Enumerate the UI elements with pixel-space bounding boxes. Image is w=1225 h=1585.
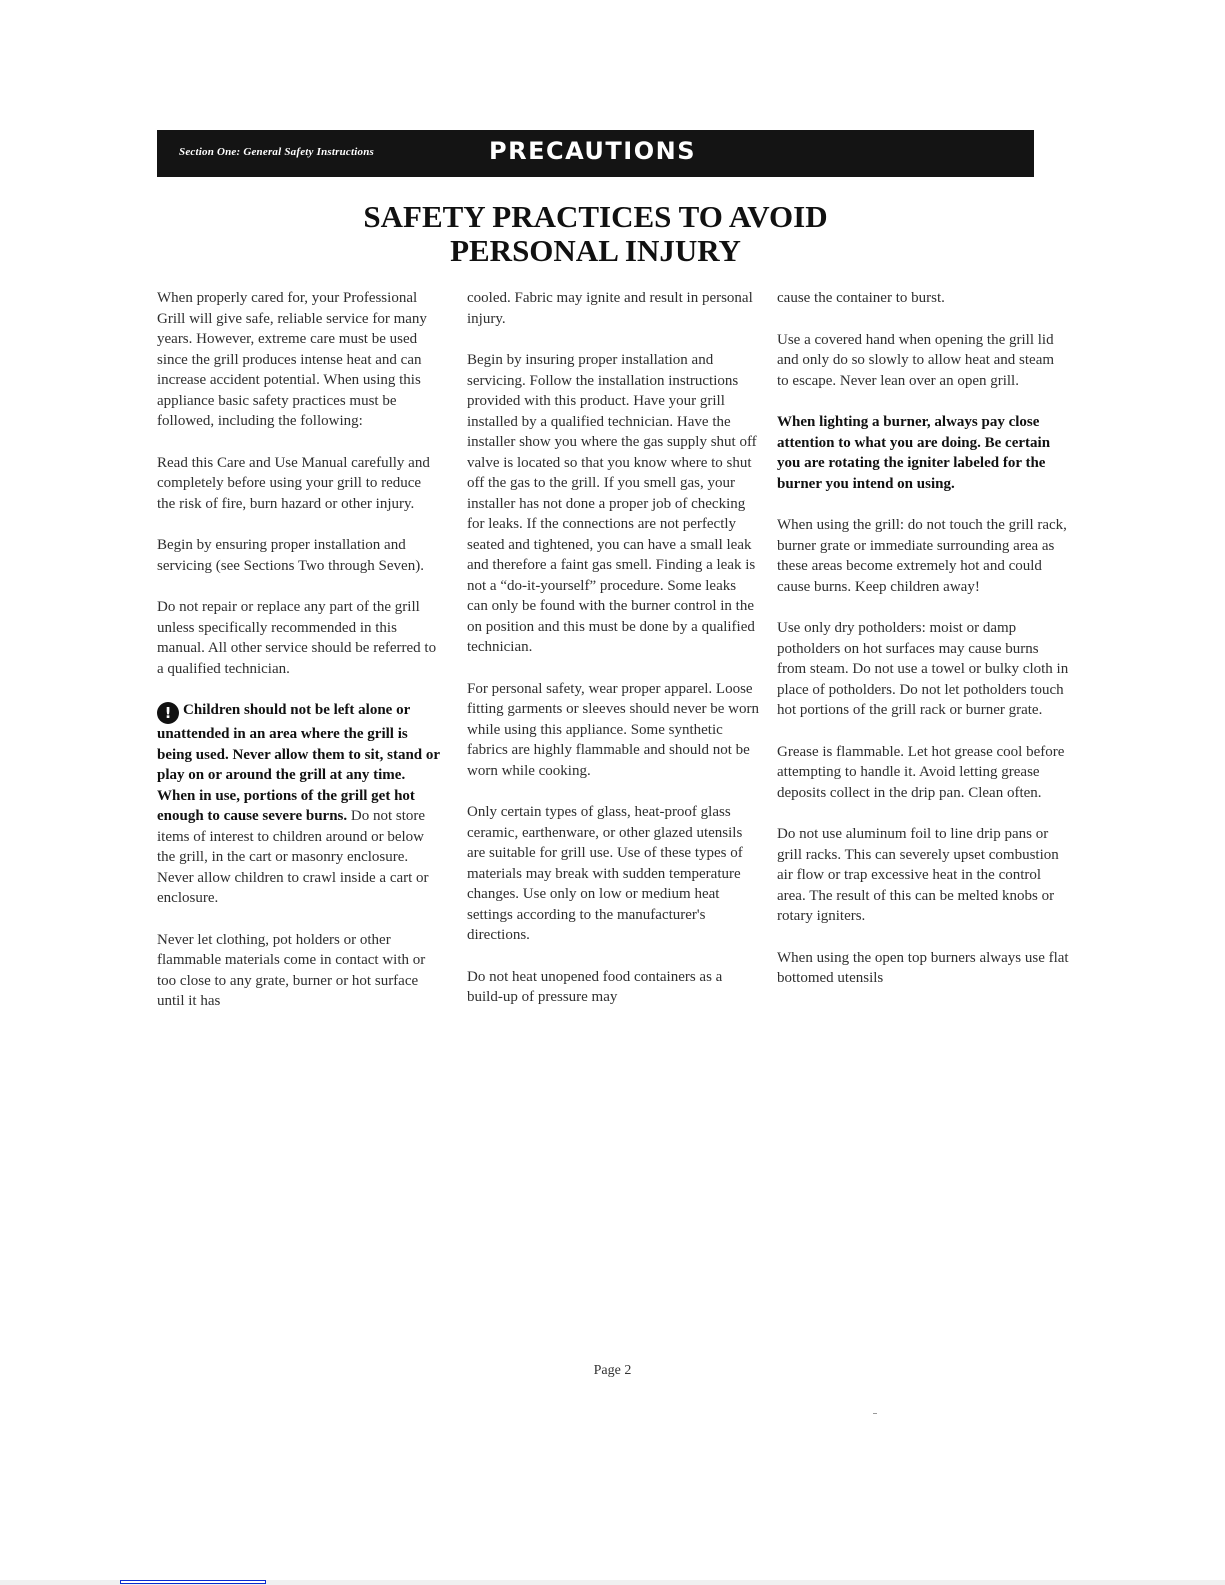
paragraph: Do not use aluminum foil to line drip pans or grill racks. This can severely upset combustion air flow or trap excessive heat in the control area. The result of this can be melted knobs or rotary igniters. <box>777 826 1059 924</box>
paragraph: Only certain types of glass, heat-proof glass ceramic, earthenware, or other glazed utensils are suitable for grill use. Use of these types of materials may break with sudden temperature changes. Use only on low or medium heat settings according to the manufacturer's directions. <box>467 804 743 943</box>
section-label: Section One: General Safety Instructions <box>179 146 375 158</box>
paragraph: cause the container to burst. <box>777 290 945 306</box>
page-number: Page 2 <box>593 1363 632 1378</box>
section-header-bar <box>157 130 1034 177</box>
page-title-line-2: PERSONAL INJURY <box>450 233 741 268</box>
paragraph: For personal safety, wear proper apparel. Loose fitting garments or sleeves should never be worn while using this appliance. Some synthetic fabrics are highly flammable and should not be worn while cooking. <box>467 680 760 779</box>
header-title: PRECAUTIONS <box>489 137 696 165</box>
paragraph: Grease is flammable. Let hot grease cool before attempting to handle it. Avoid letting grease deposits collect in the drip pan. Clean often. <box>777 743 1065 801</box>
paragraph: Do not heat unopened food containers as a build-up of pressure may <box>467 968 723 1005</box>
paragraph: When properly cared for, your Professional Grill will give safe, reliable service for many years. However, extreme care must be used since the grill produces intense heat and can increase accident potential. When using this appliance basic safety practices must be followed, including the following: <box>157 290 427 429</box>
paragraph: Begin by ensuring proper installation and servicing (see Sections Two through Seven). <box>157 537 424 574</box>
text-column-3 <box>777 288 1069 1010</box>
paragraph: Begin by insuring proper installation and servicing. Follow the installation instructions provided with this product. Have your grill installed by a qualified technician. Have the installer show you where the gas supply shut off valve is located so that you know where to shut off the gas to the grill. If you smell gas, your installer has not done a proper job of checking for leaks. If the connections are not perfectly seated and tightened, you can have a small leak and therefore a faint gas smell. Finding a leak is not a “do-it-yourself” procedure. Some leaks can only be found with the burner control in the on position and this must be done by a qualified technician. <box>467 352 757 655</box>
paragraph: Do not repair or replace any part of the grill unless specifically recommended in this manual. All other service should be referred to a qualified technician. <box>157 599 437 677</box>
page-title <box>157 200 1034 268</box>
warning-icon: ! <box>157 702 179 724</box>
paragraph: Use a covered hand when opening the grill lid and only do so slowly to allow heat and steam to escape. Never lean over an open grill. <box>777 331 1055 389</box>
text-column-2 <box>467 288 759 1029</box>
scrollbar-thumb[interactable] <box>120 1580 266 1584</box>
text-column-1 <box>157 288 442 1033</box>
warning-text: Children should not be left alone or unattended in an area where the grill is being used. Never allow them to sit, stand or play on or around the grill at any time. When in use, portions of the grill get hot enough to cause severe burns. <box>157 702 440 824</box>
paragraph: When using the grill: do not touch the grill rack, burner grate or immediate surrounding area as these areas become extremely hot and could cause burns. Keep children away! <box>777 517 1067 595</box>
paragraph: cooled. Fabric may ignite and result in personal injury. <box>467 290 753 327</box>
paragraph: Never let clothing, pot holders or other flammable materials come in contact with or too close to any grate, burner or hot surface until it has <box>157 931 426 1009</box>
horizontal-scrollbar[interactable] <box>0 1580 1225 1585</box>
bold-caution-paragraph: When lighting a burner, always pay close attention to what you are doing. Be certain you are rotating the igniter labeled for the burner you intend on using. <box>777 414 1051 492</box>
warning-followup-text: Do not store items of interest to children around or below the grill, in the cart or masonry enclosure. Never allow children to crawl inside a cart or enclosure. <box>157 808 429 906</box>
page-title-line-1: SAFETY PRACTICES TO AVOID <box>363 199 828 234</box>
scan-artifact <box>873 1413 877 1414</box>
paragraph: Use only dry potholders: moist or damp potholders on hot surfaces may cause burns from steam. Do not use a towel or bulky cloth in place of potholders. Do not let potholders touch hot portions of the grill rack or burner grate. <box>777 620 1069 718</box>
paragraph: When using the open top burners always use flat bottomed utensils <box>777 949 1069 986</box>
paragraph: Read this Care and Use Manual carefully and completely before using your grill to reduce the risk of fire, burn hazard or other injury. <box>157 454 430 512</box>
warning-paragraph <box>157 700 442 909</box>
